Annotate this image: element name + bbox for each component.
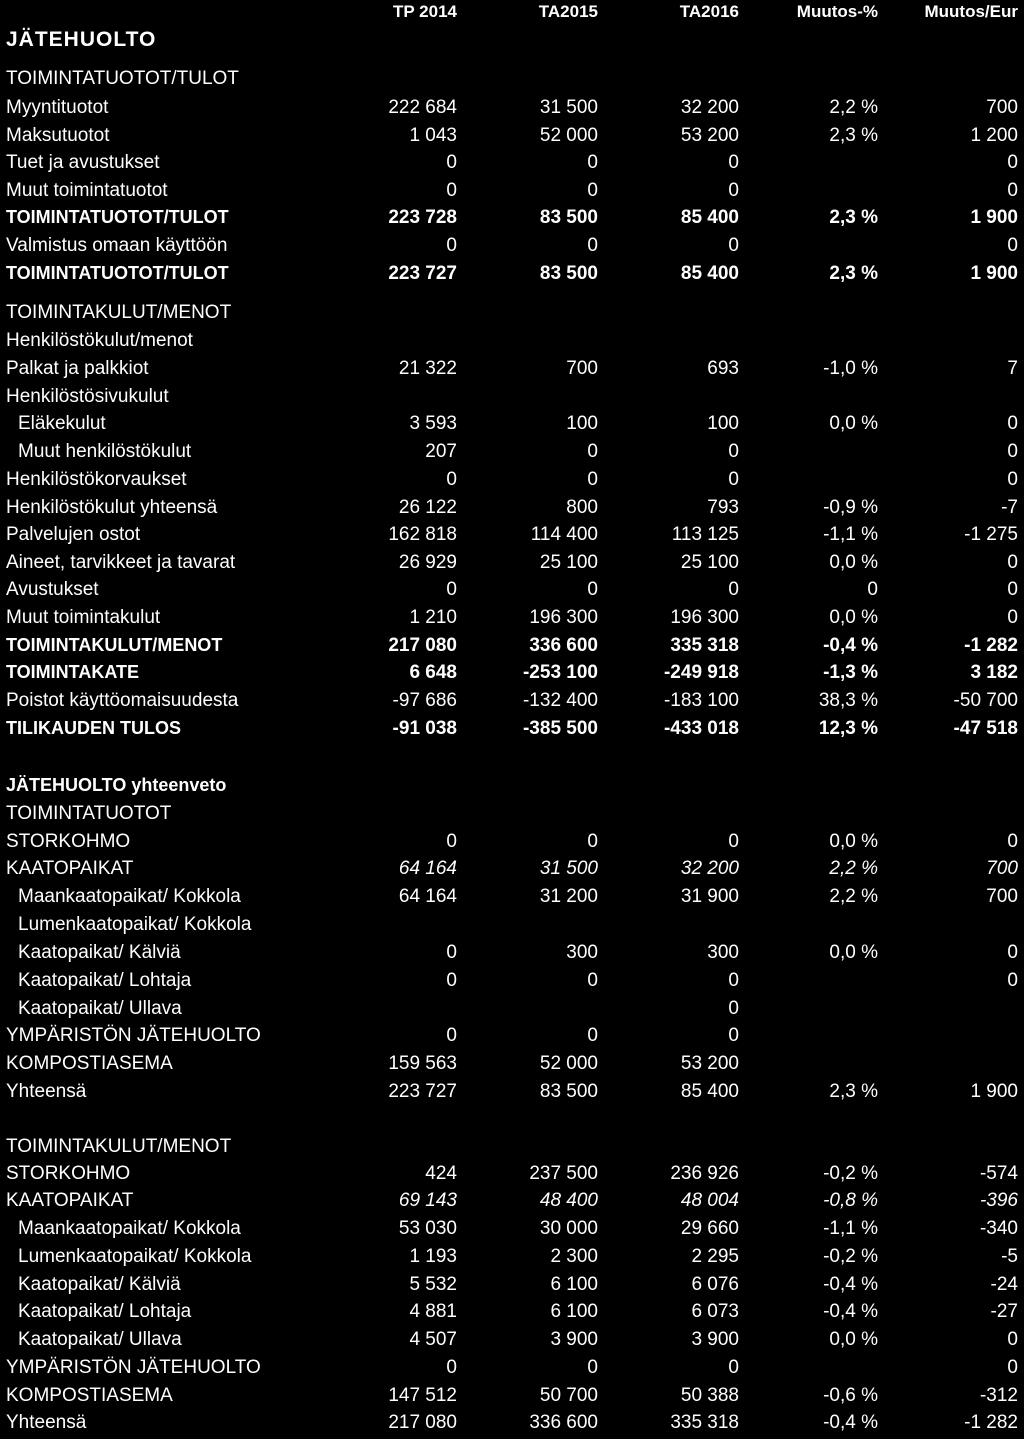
cell-ta2016: 50 388 [680, 1385, 739, 1406]
cell-ta2015: 83 500 [539, 1081, 598, 1102]
cell-tp2014: 21 322 [398, 358, 457, 379]
table-row [0, 1357, 1024, 1384]
cell-tp2014: 223 728 [388, 207, 457, 228]
cell-ta2016: 32 200 [680, 97, 739, 118]
cell-ta2015: 0 [587, 1357, 598, 1378]
cell-ta2016: 793 [707, 497, 739, 518]
table-row [0, 1190, 1024, 1217]
cell-change-eur: -7 [1001, 497, 1018, 518]
cell-change-eur: 0 [1007, 152, 1018, 173]
cell-tp2014: 424 [425, 1163, 457, 1184]
cell-ta2015: 700 [566, 358, 598, 379]
table-row [0, 180, 1024, 207]
cell-change-percent: 2,3 % [829, 125, 878, 146]
cell-tp2014: 162 818 [388, 524, 457, 545]
row-label: Eläkekulut [18, 413, 106, 434]
cell-change-percent: -1,3 % [823, 662, 878, 683]
cell-ta2016: 6 076 [691, 1274, 739, 1295]
cell-tp2014: 69 143 [398, 1190, 457, 1211]
table-row [0, 858, 1024, 885]
row-label: YMPÄRISTÖN JÄTEHUOLTO [6, 1025, 261, 1046]
table-row [0, 1163, 1024, 1190]
cell-tp2014: 0 [446, 942, 457, 963]
cell-change-eur: 700 [986, 858, 1018, 879]
cell-change-eur: 1 900 [970, 1081, 1018, 1102]
cell-tp2014: 4 881 [409, 1301, 457, 1322]
cell-ta2016: 0 [728, 1025, 739, 1046]
cell-ta2016: 0 [728, 970, 739, 991]
row-label: Palkat ja palkkiot [6, 358, 149, 379]
table-row [0, 68, 1024, 95]
cell-change-eur: 1 900 [970, 263, 1018, 284]
row-label: STORKOHMO [6, 831, 131, 852]
row-label: Yhteensä [6, 1081, 87, 1102]
cell-tp2014: 26 122 [398, 497, 457, 518]
cell-ta2015: 336 600 [529, 635, 598, 656]
cell-change-percent: -0,2 % [823, 1163, 878, 1184]
table-row [0, 579, 1024, 606]
cell-tp2014: 147 512 [388, 1385, 457, 1406]
row-label: Muut toimintatuotot [6, 180, 168, 201]
row-label: Yhteensä [6, 1412, 87, 1433]
cell-tp2014: 5 532 [409, 1274, 457, 1295]
cell-change-eur: -1 275 [964, 524, 1018, 545]
table-row [0, 1329, 1024, 1356]
cell-ta2015: 6 100 [550, 1301, 598, 1322]
cell-ta2016: 25 100 [680, 552, 739, 573]
cell-ta2015: 30 000 [539, 1218, 598, 1239]
table-row [0, 1136, 1024, 1163]
cell-change-percent: -0,6 % [823, 1385, 878, 1406]
cell-change-percent: -0,4 % [823, 635, 878, 656]
cell-ta2015: 52 000 [539, 1053, 598, 1074]
table-row [0, 125, 1024, 152]
header-ta2016: TA2016 [679, 2, 739, 21]
cell-change-percent: 0,0 % [829, 942, 878, 963]
table-row [0, 775, 1024, 802]
table-row [0, 1274, 1024, 1301]
cell-ta2015: 0 [587, 831, 598, 852]
cell-tp2014: 223 727 [388, 1081, 457, 1102]
cell-change-eur: -24 [990, 1274, 1018, 1295]
cell-change-eur: 0 [1007, 441, 1018, 462]
row-label: Avustukset [6, 579, 99, 600]
cell-tp2014: 1 043 [409, 125, 457, 146]
row-label: Aineet, tarvikkeet ja tavarat [6, 552, 236, 573]
cell-ta2016: 0 [728, 1357, 739, 1378]
cell-change-eur: 3 182 [970, 662, 1018, 683]
cell-ta2016: 32 200 [680, 858, 739, 879]
cell-tp2014: 159 563 [388, 1053, 457, 1074]
cell-tp2014: 207 [425, 441, 457, 462]
table-row [0, 386, 1024, 413]
cell-change-eur: -340 [979, 1218, 1018, 1239]
row-label: TOIMINTATUOTOT/TULOT [6, 263, 229, 283]
cell-tp2014: 3 593 [409, 413, 457, 434]
cell-ta2015: 336 600 [529, 1412, 598, 1433]
row-label: Kaatopaikat/ Ullava [18, 1329, 182, 1350]
cell-ta2016: 0 [728, 998, 739, 1019]
cell-change-percent: -0,4 % [823, 1301, 878, 1322]
table-row [0, 1218, 1024, 1245]
cell-ta2015: -385 500 [522, 718, 598, 739]
row-label: Kaatopaikat/ Lohtaja [18, 1301, 192, 1322]
cell-ta2016: 85 400 [680, 207, 739, 228]
cell-change-eur: 0 [1007, 1357, 1018, 1378]
cell-change-percent: -0,9 % [823, 497, 878, 518]
cell-ta2015: 0 [587, 441, 598, 462]
row-label: KAATOPAIKAT [6, 1190, 134, 1211]
cell-ta2015: 0 [587, 579, 598, 600]
cell-ta2015: 0 [587, 235, 598, 256]
cell-change-eur: -1 282 [964, 635, 1018, 656]
table-row [0, 358, 1024, 385]
cell-ta2016: 3 900 [691, 1329, 739, 1350]
cell-ta2016: 48 004 [680, 1190, 739, 1211]
cell-tp2014: 53 030 [398, 1218, 457, 1239]
cell-change-percent: -1,1 % [823, 524, 878, 545]
cell-change-eur: -5 [1001, 1246, 1018, 1267]
cell-tp2014: 217 080 [388, 1412, 457, 1433]
cell-ta2016: 85 400 [680, 1081, 739, 1102]
cell-change-percent: -1,1 % [823, 1218, 878, 1239]
table-row [0, 1081, 1024, 1108]
header-change-eur: Muutos/Eur [924, 2, 1018, 21]
cell-change-eur: 700 [986, 886, 1018, 907]
cell-ta2015: 83 500 [539, 263, 598, 284]
cell-ta2016: 0 [728, 180, 739, 201]
cell-change-percent: 0,0 % [829, 607, 878, 628]
table-row [0, 207, 1024, 234]
cell-change-eur: 1 200 [970, 125, 1018, 146]
row-label: Kaatopaikat/ Ullava [18, 998, 182, 1019]
cell-tp2014: 0 [446, 579, 457, 600]
table-row [0, 998, 1024, 1025]
cell-change-eur: 7 [1007, 358, 1018, 379]
row-label: Henkilöstökulut/menot [6, 330, 193, 351]
cell-ta2015: 25 100 [539, 552, 598, 573]
cell-ta2015: 6 100 [550, 1274, 598, 1295]
cell-ta2016: 6 073 [691, 1301, 739, 1322]
row-label: Poistot käyttöomaisuudesta [6, 690, 239, 711]
cell-ta2016: 53 200 [680, 1053, 739, 1074]
cell-change-eur: -47 518 [953, 718, 1018, 739]
cell-change-eur: 700 [986, 97, 1018, 118]
cell-ta2016: 0 [728, 831, 739, 852]
table-row [0, 607, 1024, 634]
cell-change-percent: 2,2 % [829, 886, 878, 907]
section-title: JÄTEHUOLTO [6, 28, 157, 51]
row-label: Henkilöstösivukulut [6, 386, 169, 407]
row-label: Lumenkaatopaikat/ Kokkola [18, 914, 252, 935]
row-label: Maankaatopaikat/ Kokkola [18, 886, 241, 907]
cell-ta2015: 0 [587, 970, 598, 991]
row-label: TOIMINTATUOTOT/TULOT [6, 207, 229, 227]
cell-change-percent: -0,4 % [823, 1412, 878, 1433]
cell-ta2015: 100 [566, 413, 598, 434]
cell-ta2016: 85 400 [680, 263, 739, 284]
cell-ta2016: 300 [707, 942, 739, 963]
cell-ta2015: 52 000 [539, 125, 598, 146]
cell-ta2015: 48 400 [539, 1190, 598, 1211]
table-row [0, 1385, 1024, 1412]
row-label: STORKOHMO [6, 1163, 131, 1184]
cell-change-eur: -1 282 [964, 1412, 1018, 1433]
cell-ta2016: 53 200 [680, 125, 739, 146]
cell-ta2015: 114 400 [530, 524, 598, 545]
cell-ta2016: 693 [707, 358, 739, 379]
cell-change-percent: 0 [867, 579, 878, 600]
cell-change-eur: 0 [1007, 607, 1018, 628]
row-label: TOIMINTAKATE [6, 662, 139, 682]
cell-ta2015: 237 500 [529, 1163, 598, 1184]
cell-ta2016: 29 660 [680, 1218, 739, 1239]
row-label: KAATOPAIKAT [6, 858, 134, 879]
row-label: KOMPOSTIASEMA [6, 1053, 173, 1074]
row-label: Muut henkilöstökulut [18, 441, 192, 462]
cell-tp2014: 0 [446, 1025, 457, 1046]
cell-change-percent: 0,0 % [829, 413, 878, 434]
cell-tp2014: 222 684 [388, 97, 457, 118]
cell-change-eur: -27 [990, 1301, 1018, 1322]
table-row [0, 914, 1024, 941]
row-label: Maankaatopaikat/ Kokkola [18, 1218, 241, 1239]
cell-tp2014: 26 929 [398, 552, 457, 573]
row-label: YMPÄRISTÖN JÄTEHUOLTO [6, 1357, 261, 1378]
table-row [0, 469, 1024, 496]
cell-change-eur: 0 [1007, 469, 1018, 490]
cell-ta2016: -249 918 [663, 662, 739, 683]
cell-change-percent: -1,0 % [823, 358, 878, 379]
cell-tp2014: 217 080 [388, 635, 457, 656]
row-label: Muut toimintakulut [6, 607, 161, 628]
header-ta2015: TA2015 [538, 2, 598, 21]
cell-ta2016: 100 [707, 413, 739, 434]
table-row [0, 524, 1024, 551]
table-row [0, 1246, 1024, 1273]
cell-ta2016: 31 900 [680, 886, 739, 907]
header-change-percent: Muutos-% [796, 2, 878, 21]
cell-tp2014: 64 164 [398, 886, 457, 907]
table-row [0, 1025, 1024, 1052]
cell-change-eur: 0 [1007, 970, 1018, 991]
cell-tp2014: 64 164 [398, 858, 457, 879]
cell-ta2016: 113 125 [671, 524, 739, 545]
cell-change-percent: 2,3 % [829, 207, 878, 228]
row-label: TOIMINTATUOTOT [6, 803, 172, 824]
table-row [0, 235, 1024, 262]
cell-ta2016: 0 [728, 235, 739, 256]
table-row [0, 152, 1024, 179]
row-label: Henkilöstökulut yhteensä [6, 497, 218, 518]
row-label: Maksutuotot [6, 125, 110, 146]
cell-change-eur: 0 [1007, 831, 1018, 852]
table-row [0, 302, 1024, 329]
cell-ta2015: 31 500 [539, 858, 598, 879]
cell-tp2014: 0 [446, 970, 457, 991]
cell-change-eur: 0 [1007, 235, 1018, 256]
cell-tp2014: -97 686 [392, 690, 457, 711]
cell-change-eur: 0 [1007, 552, 1018, 573]
table-row [0, 942, 1024, 969]
cell-tp2014: 0 [446, 235, 457, 256]
cell-ta2015: 31 500 [539, 97, 598, 118]
cell-change-eur: -312 [979, 1385, 1018, 1406]
table-row [0, 1301, 1024, 1328]
row-label: Palvelujen ostot [6, 524, 141, 545]
row-label: Henkilöstökorvaukset [6, 469, 187, 490]
cell-ta2016: -183 100 [663, 690, 739, 711]
cell-ta2016: 0 [728, 579, 739, 600]
table-row [0, 718, 1024, 745]
table-row [0, 886, 1024, 913]
cell-change-eur: 0 [1007, 579, 1018, 600]
header-tp2014: TP 2014 [393, 2, 457, 21]
row-label: TOIMINTAKULUT/MENOT [6, 635, 223, 655]
cell-ta2015: 300 [566, 942, 598, 963]
cell-ta2015: 196 300 [529, 607, 598, 628]
cell-change-percent: -0,8 % [823, 1190, 878, 1211]
cell-tp2014: 1 210 [409, 607, 457, 628]
table-row [0, 413, 1024, 440]
row-label: Lumenkaatopaikat/ Kokkola [18, 1246, 252, 1267]
table-row [0, 97, 1024, 124]
cell-tp2014: 6 648 [409, 662, 457, 683]
cell-change-percent: -0,4 % [823, 1274, 878, 1295]
cell-tp2014: 4 507 [409, 1329, 457, 1350]
cell-ta2016: 335 318 [670, 1412, 739, 1433]
cell-tp2014: 0 [446, 469, 457, 490]
cell-ta2016: 0 [728, 441, 739, 462]
cell-change-percent: 2,2 % [829, 858, 878, 879]
cell-ta2015: 50 700 [539, 1385, 598, 1406]
table-row [0, 263, 1024, 290]
table-row [0, 662, 1024, 689]
row-label: Valmistus omaan käyttöön [6, 235, 228, 256]
cell-ta2016: 196 300 [670, 607, 739, 628]
cell-tp2014: -91 038 [392, 718, 457, 739]
cell-change-percent: 38,3 % [818, 690, 878, 711]
cell-tp2014: 223 727 [388, 263, 457, 284]
cell-change-eur: 0 [1007, 413, 1018, 434]
row-label: TOIMINTAKULUT/MENOT [6, 302, 232, 323]
cell-change-percent: -0,2 % [823, 1246, 878, 1267]
cell-tp2014: 0 [446, 1357, 457, 1378]
cell-tp2014: 0 [446, 180, 457, 201]
row-label: JÄTEHUOLTO yhteenveto [6, 775, 227, 795]
row-label: KOMPOSTIASEMA [6, 1385, 173, 1406]
row-label: Kaatopaikat/ Kälviä [18, 942, 181, 963]
cell-ta2015: 2 300 [550, 1246, 598, 1267]
cell-ta2016: 335 318 [670, 635, 739, 656]
row-label: Tuet ja avustukset [6, 152, 160, 173]
cell-ta2016: 0 [728, 469, 739, 490]
cell-ta2016: 236 926 [670, 1163, 739, 1184]
cell-ta2015: 31 200 [539, 886, 598, 907]
cell-change-eur: 0 [1007, 180, 1018, 201]
table-row [0, 831, 1024, 858]
row-label: TOIMINTAKULUT/MENOT [6, 1136, 232, 1157]
row-label: Myyntituotot [6, 97, 109, 118]
cell-change-eur: -574 [979, 1163, 1018, 1184]
cell-change-percent: 0,0 % [829, 1329, 878, 1350]
cell-ta2015: 0 [587, 152, 598, 173]
cell-ta2015: 800 [566, 497, 598, 518]
cell-change-percent: 12,3 % [818, 718, 878, 739]
row-label: Kaatopaikat/ Lohtaja [18, 970, 192, 991]
table-row [0, 690, 1024, 717]
cell-change-percent: 0,0 % [829, 831, 878, 852]
cell-tp2014: 0 [446, 152, 457, 173]
cell-change-eur: 0 [1007, 1329, 1018, 1350]
table-row [0, 497, 1024, 524]
cell-change-percent: 2,3 % [829, 1081, 878, 1102]
cell-change-eur: -50 700 [953, 690, 1018, 711]
cell-change-eur: 0 [1007, 942, 1018, 963]
cell-tp2014: 0 [446, 831, 457, 852]
cell-ta2016: -433 018 [663, 718, 739, 739]
table-row [0, 803, 1024, 830]
cell-ta2015: 3 900 [550, 1329, 598, 1350]
table-row [0, 330, 1024, 357]
cell-ta2015: 83 500 [539, 207, 598, 228]
cell-ta2015: -253 100 [522, 662, 598, 683]
cell-change-eur: -396 [979, 1190, 1018, 1211]
cell-ta2015: 0 [587, 469, 598, 490]
row-label: TOIMINTATUOTOT/TULOT [6, 68, 239, 89]
cell-ta2015: 0 [587, 1025, 598, 1046]
row-label: TILIKAUDEN TULOS [6, 718, 181, 738]
cell-ta2016: 2 295 [691, 1246, 739, 1267]
cell-change-percent: 0,0 % [829, 552, 878, 573]
cell-change-eur: 1 900 [970, 207, 1018, 228]
table-row [0, 1053, 1024, 1080]
row-label: Kaatopaikat/ Kälviä [18, 1274, 181, 1295]
cell-tp2014: 1 193 [409, 1246, 457, 1267]
table-row [0, 635, 1024, 662]
table-row [0, 552, 1024, 579]
cell-ta2015: -132 400 [522, 690, 598, 711]
cell-change-percent: 2,3 % [829, 263, 878, 284]
table-row [0, 441, 1024, 468]
cell-ta2016: 0 [728, 152, 739, 173]
cell-change-percent: 2,2 % [829, 97, 878, 118]
cell-ta2015: 0 [587, 180, 598, 201]
table-row [0, 970, 1024, 997]
